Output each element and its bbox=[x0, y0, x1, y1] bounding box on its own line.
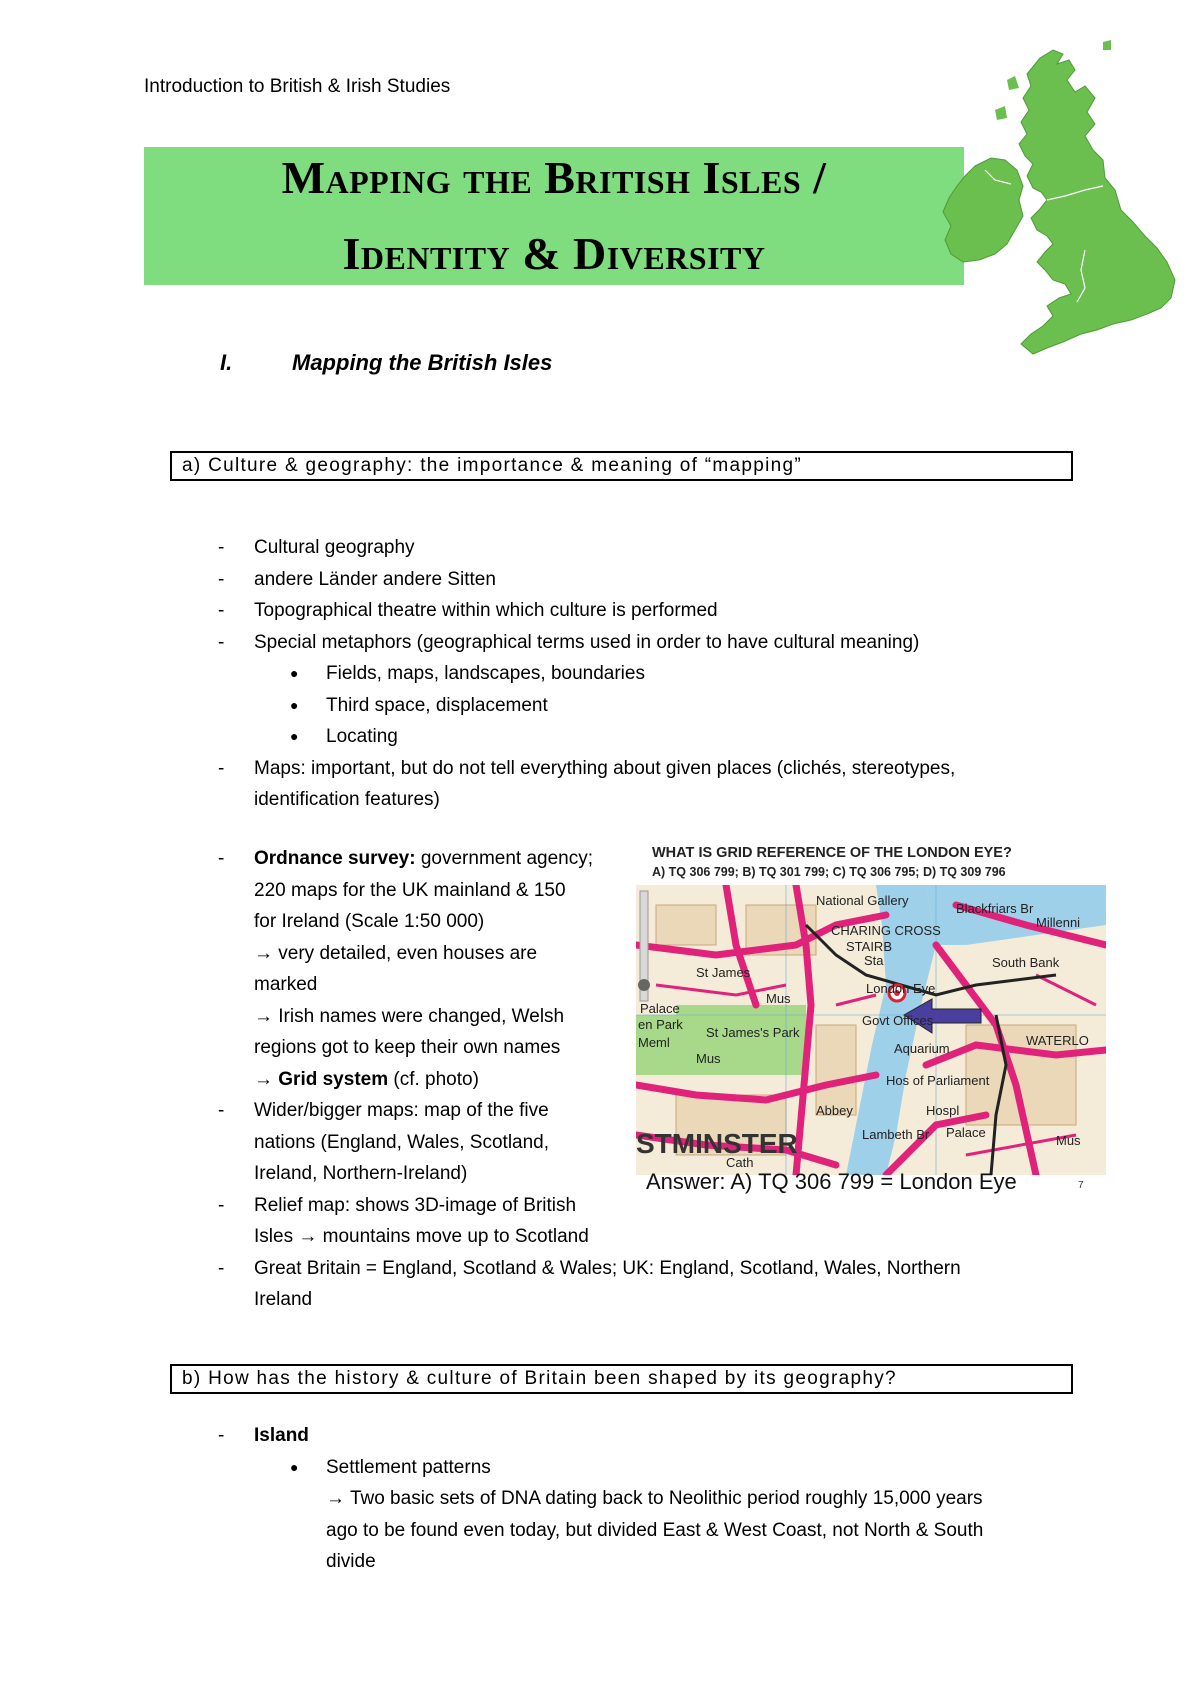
bullet-icon: ● bbox=[290, 665, 299, 681]
island-shape bbox=[1103, 40, 1111, 50]
map-label: Mus bbox=[1056, 1133, 1081, 1148]
bullet-icon: ● bbox=[290, 696, 299, 713]
subheading-a: a) Culture & geography: the importance & meaning of “mapping” bbox=[170, 451, 1073, 481]
map-label: en Park bbox=[638, 1017, 683, 1032]
arrow-icon: → bbox=[298, 1226, 318, 1247]
running-head: Introduction to British & Irish Studies bbox=[144, 76, 451, 97]
title-line-1: Mapping the British Isles / bbox=[281, 152, 827, 203]
map-label: London Eye bbox=[866, 981, 936, 996]
section-title: Mapping the British Isles bbox=[292, 350, 553, 375]
map-label: South Bank bbox=[992, 955, 1060, 970]
building-block bbox=[656, 905, 716, 945]
title-line-2: Identity & Diversity bbox=[342, 228, 766, 279]
list-item: - Relief map: shows 3D-image of British Isles → mountains move up to Scotland bbox=[218, 1194, 589, 1247]
zoom-handle bbox=[638, 979, 650, 991]
list-item: - Cultural geography bbox=[218, 537, 415, 558]
map-label: Palace bbox=[640, 1001, 680, 1016]
bullet-icon: ● bbox=[290, 728, 299, 744]
figure-number: 7 bbox=[1078, 1180, 1084, 1191]
map-label: Mus bbox=[766, 991, 791, 1006]
subheading-b: b) How has the history & culture of Britain been shaped by its geography? bbox=[170, 1364, 1073, 1394]
map-label: Abbey bbox=[816, 1103, 853, 1118]
section-number: I. bbox=[220, 350, 233, 375]
map-label-westminster: STMINSTER bbox=[636, 1128, 798, 1159]
list-a bbox=[218, 532, 955, 816]
island-shape bbox=[995, 106, 1007, 120]
london-map-figure bbox=[636, 845, 1106, 1205]
map-label: Meml bbox=[638, 1035, 670, 1050]
map-label: STAIRB bbox=[846, 939, 892, 954]
list-item-ordnance-survey: - Ordnance survey: government agency; 220 maps for the UK mainland & 150 for Ireland (Scale 1:50 000) → very detailed, even houses are marked → Irish names were changed, Welsh regions got to keep their own names → Grid system (cf. photo) bbox=[218, 848, 594, 1090]
map-label: WATERLO bbox=[1026, 1033, 1089, 1048]
list-item: - Maps: important, but do not tell everything about given places (clichés, stereotypes, identification features) bbox=[218, 757, 956, 810]
map-label: Hospl bbox=[926, 1103, 960, 1118]
map-label: Mus bbox=[696, 1051, 721, 1066]
bullet-item: ● Third space, displacement bbox=[218, 690, 955, 722]
london-street-map bbox=[636, 885, 1106, 1175]
map-label: Palace bbox=[946, 1125, 986, 1140]
bullet-item: ● Locating bbox=[218, 721, 955, 753]
arrow-icon: → bbox=[254, 942, 273, 964]
list-item: - Special metaphors (geographical terms used in order to have cultural meaning) bbox=[218, 631, 920, 653]
british-isles-map-illustration bbox=[935, 40, 1195, 380]
map-label: National Gallery bbox=[816, 893, 909, 908]
map-label: Blackfriars Br bbox=[956, 901, 1034, 916]
ireland-shape bbox=[943, 158, 1023, 262]
map-answer: Answer: A) TQ 306 799 = London Eye bbox=[646, 1169, 1017, 1194]
map-label: CHARING CROSS bbox=[831, 923, 941, 938]
map-label: Aquarium bbox=[894, 1041, 950, 1056]
map-label: Govt Offices bbox=[862, 1013, 934, 1028]
list-item: - Island bbox=[218, 1425, 309, 1446]
island-shape bbox=[1007, 76, 1019, 90]
bullet-icon: ● bbox=[290, 1458, 299, 1475]
list-item: - Wider/bigger maps: map of the five nations (England, Wales, Scotland, Ireland, Northern-Ireland) bbox=[218, 1100, 550, 1184]
map-label: St James bbox=[696, 965, 751, 980]
building-block bbox=[816, 1025, 856, 1115]
arrow-icon: → bbox=[254, 1068, 273, 1090]
map-label: Lambeth Br bbox=[862, 1127, 930, 1142]
list-c bbox=[218, 1420, 983, 1578]
list-item: - Great Britain = England, Scotland & Wales; UK: England, Scotland, Wales, Northern Ireland bbox=[218, 1257, 961, 1310]
great-britain-shape bbox=[1019, 50, 1175, 354]
title-banner bbox=[144, 147, 964, 285]
bullet-item: ● Fields, maps, landscapes, boundaries bbox=[218, 658, 955, 690]
map-label: Millenni bbox=[1036, 915, 1081, 930]
map-label: Hos of Parliament bbox=[886, 1073, 990, 1088]
list-item: - Topographical theatre within which culture is performed bbox=[218, 600, 718, 621]
arrow-icon: → bbox=[326, 1488, 345, 1509]
list-item: - andere Länder andere Sitten bbox=[218, 568, 496, 590]
arrow-icon: → bbox=[254, 1005, 273, 1027]
map-question: WHAT IS GRID REFERENCE OF THE LONDON EYE? bbox=[652, 845, 1012, 861]
map-label: St James's Park bbox=[706, 1025, 800, 1040]
section-heading bbox=[220, 350, 552, 376]
map-label: Sta bbox=[864, 953, 884, 968]
map-label: Cath bbox=[726, 1155, 754, 1170]
map-options: A) TQ 306 799; B) TQ 301 799; C) TQ 306 795; D) TQ 309 796 bbox=[652, 865, 1006, 879]
bullet-item: ● Settlement patterns → Two basic sets of DNA dating back to Neolithic period roughly 15,000 years ago to be found even today, but divided East & West Coast, not North & South divide bbox=[218, 1452, 983, 1578]
